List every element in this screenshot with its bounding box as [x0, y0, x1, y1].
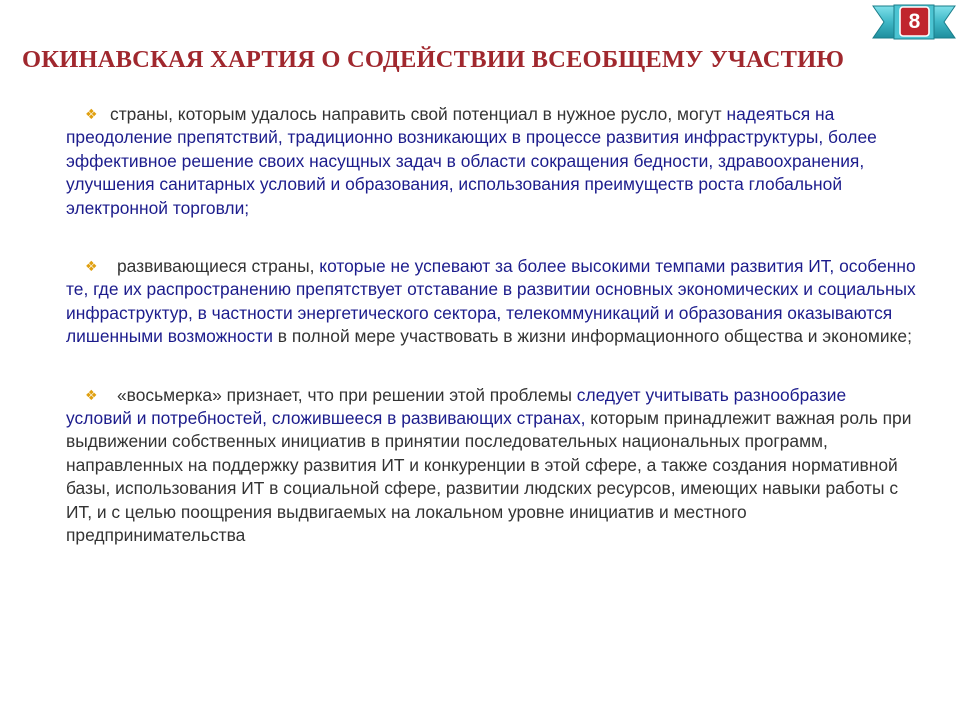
bullet-2-highlight: которые не успевают за более высокими темпами развития ИТ, особенно те, где их распространению препятствует отставание в развитии основных экономических и социальных инфраструктур, в частности энергетического сектора, телекоммуникаций и образования оказываются лишенными возможности: [66, 256, 916, 347]
bullet-item-2: [66, 255, 916, 349]
diamond-bullet-icon: ❖: [85, 258, 98, 275]
bullet-1-text: страны, которым удалось направить свой потенциал в нужное русло, могут: [110, 104, 722, 124]
bullet-1-highlight: надеяться на преодоление препятствий, традиционно возникающих в процессе развития инфраструктуры, более эффективное решение своих насущных задач в области сокращения бедности, здравоохранения, улучшения санитарных условий и образования, использования преимуществ роста глобальной электронной торговли;: [66, 104, 877, 218]
page-number-badge: [872, 2, 956, 42]
slide-title: ОКИНАВСКАЯ ХАРТИЯ О СОДЕЙСТВИИ ВСЕОБЩЕМУ УЧАСТИЮ: [22, 46, 845, 73]
page-number: 8: [908, 10, 921, 33]
bullet-2-text: развивающиеся страны,: [117, 256, 315, 277]
bullet-item-1: [66, 103, 916, 220]
bullet-list: [66, 103, 916, 583]
bullet-3-highlight: следует учитывать разнообразие условий и потребностей, сложившееся в развивающих странах,: [66, 384, 847, 429]
bullet-3-text: «восьмерка» признает, что при решении этой проблемы: [117, 384, 572, 405]
diamond-bullet-icon: ❖: [85, 106, 98, 122]
bullet-item-3: [66, 384, 916, 548]
bullet-2-text-after: в полной мере участвовать в жизни информационного общества и экономике;: [277, 326, 912, 347]
bullet-3-text-after: которым принадлежит важная роль при выдвижении собственных инициатив в принятии последовательных национальных программ, направленных на поддержку развития ИТ и конкуренции в этой сфере, а также создания нормативной базы, использования ИТ в социальной сфере, развитии людских ресурсов, имеющих навыки работы с ИТ, и с целью поощрения выдвигаемых на локальном уровне инициатив и местного предпринимательства: [66, 408, 912, 546]
diamond-bullet-icon: ❖: [85, 386, 98, 403]
